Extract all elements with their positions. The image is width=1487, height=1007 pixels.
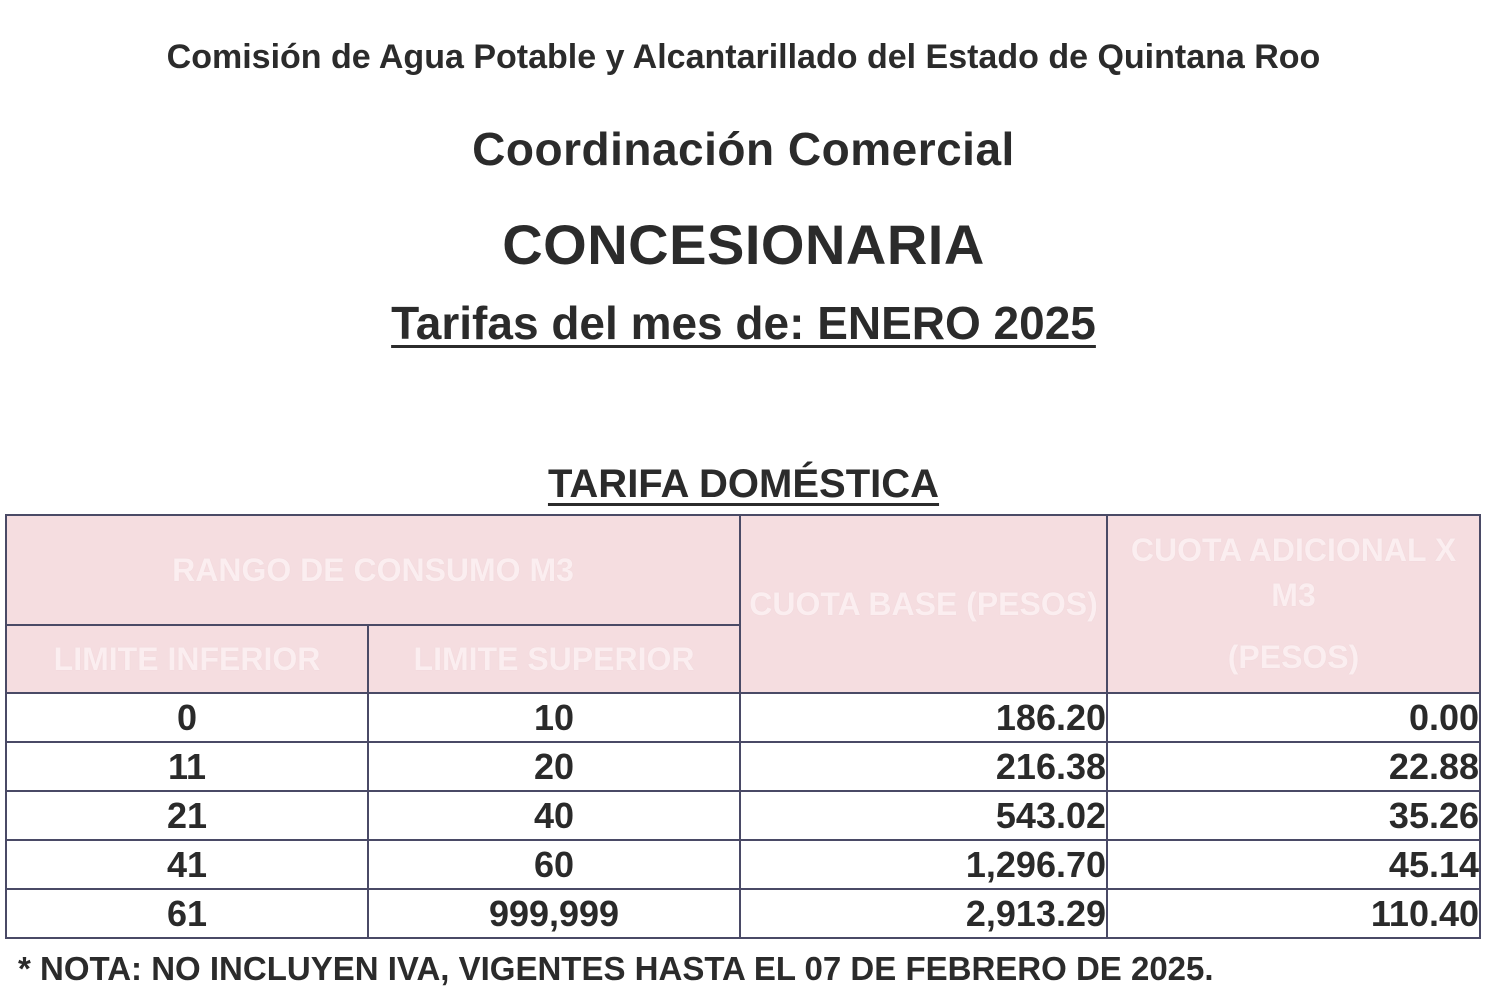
cell-additional-fee: 110.40 <box>1107 889 1480 938</box>
footer-note: * NOTA: NO INCLUYEN IVA, VIGENTES HASTA EL 07 DE FEBRERO DE 2025. <box>18 950 1214 987</box>
cell-base-fee: 216.38 <box>740 742 1107 791</box>
department-title: Coordinación Comercial <box>472 123 1015 175</box>
table-row <box>6 693 1480 742</box>
tariff-table-body <box>6 693 1480 938</box>
table-title <box>0 462 1487 507</box>
cell-base-fee: 543.02 <box>740 791 1107 840</box>
table-row <box>6 840 1480 889</box>
cell-upper-limit: 60 <box>368 840 740 889</box>
cell-additional-fee: 45.14 <box>1107 840 1480 889</box>
cell-additional-fee: 35.26 <box>1107 791 1480 840</box>
table-row <box>6 889 1480 938</box>
tariff-table <box>5 514 1481 939</box>
table-row <box>6 791 1480 840</box>
period-title-text: Tarifas del mes de: ENERO 2025 <box>391 297 1096 349</box>
header-base-fee: CUOTA BASE (PESOS) <box>740 515 1107 693</box>
header-range-group: RANGO DE CONSUMO M3 <box>6 515 740 625</box>
header-row-1 <box>6 515 1480 625</box>
cell-lower-limit: 11 <box>6 742 368 791</box>
period-title <box>0 296 1487 350</box>
cell-upper-limit: 999,999 <box>368 889 740 938</box>
header-lower-limit: LIMITE INFERIOR <box>6 625 368 693</box>
header-additional-fee-label: CUOTA ADICIONAL X M3 <box>1130 531 1457 613</box>
cell-base-fee: 186.20 <box>740 693 1107 742</box>
table-row <box>6 742 1480 791</box>
cell-additional-fee: 0.00 <box>1107 693 1480 742</box>
concession-title: CONCESIONARIA <box>502 213 985 276</box>
cell-lower-limit: 61 <box>6 889 368 938</box>
header-additional-fee <box>1107 515 1480 693</box>
cell-additional-fee: 22.88 <box>1107 742 1480 791</box>
cell-lower-limit: 0 <box>6 693 368 742</box>
cell-upper-limit: 40 <box>368 791 740 840</box>
header-upper-limit: LIMITE SUPERIOR <box>368 625 740 693</box>
table-title-text: TARIFA DOMÉSTICA <box>547 462 940 506</box>
cell-base-fee: 2,913.29 <box>740 889 1107 938</box>
cell-lower-limit: 21 <box>6 791 368 840</box>
cell-upper-limit: 20 <box>368 742 740 791</box>
tariff-table-head <box>6 515 1480 693</box>
organization-title: Comisión de Agua Potable y Alcantarillado del Estado de Quintana Roo <box>166 38 1321 76</box>
cell-base-fee: 1,296.70 <box>740 840 1107 889</box>
cell-upper-limit: 10 <box>368 693 740 742</box>
cell-lower-limit: 41 <box>6 840 368 889</box>
header-additional-fee-unit: (PESOS) <box>1227 639 1360 676</box>
